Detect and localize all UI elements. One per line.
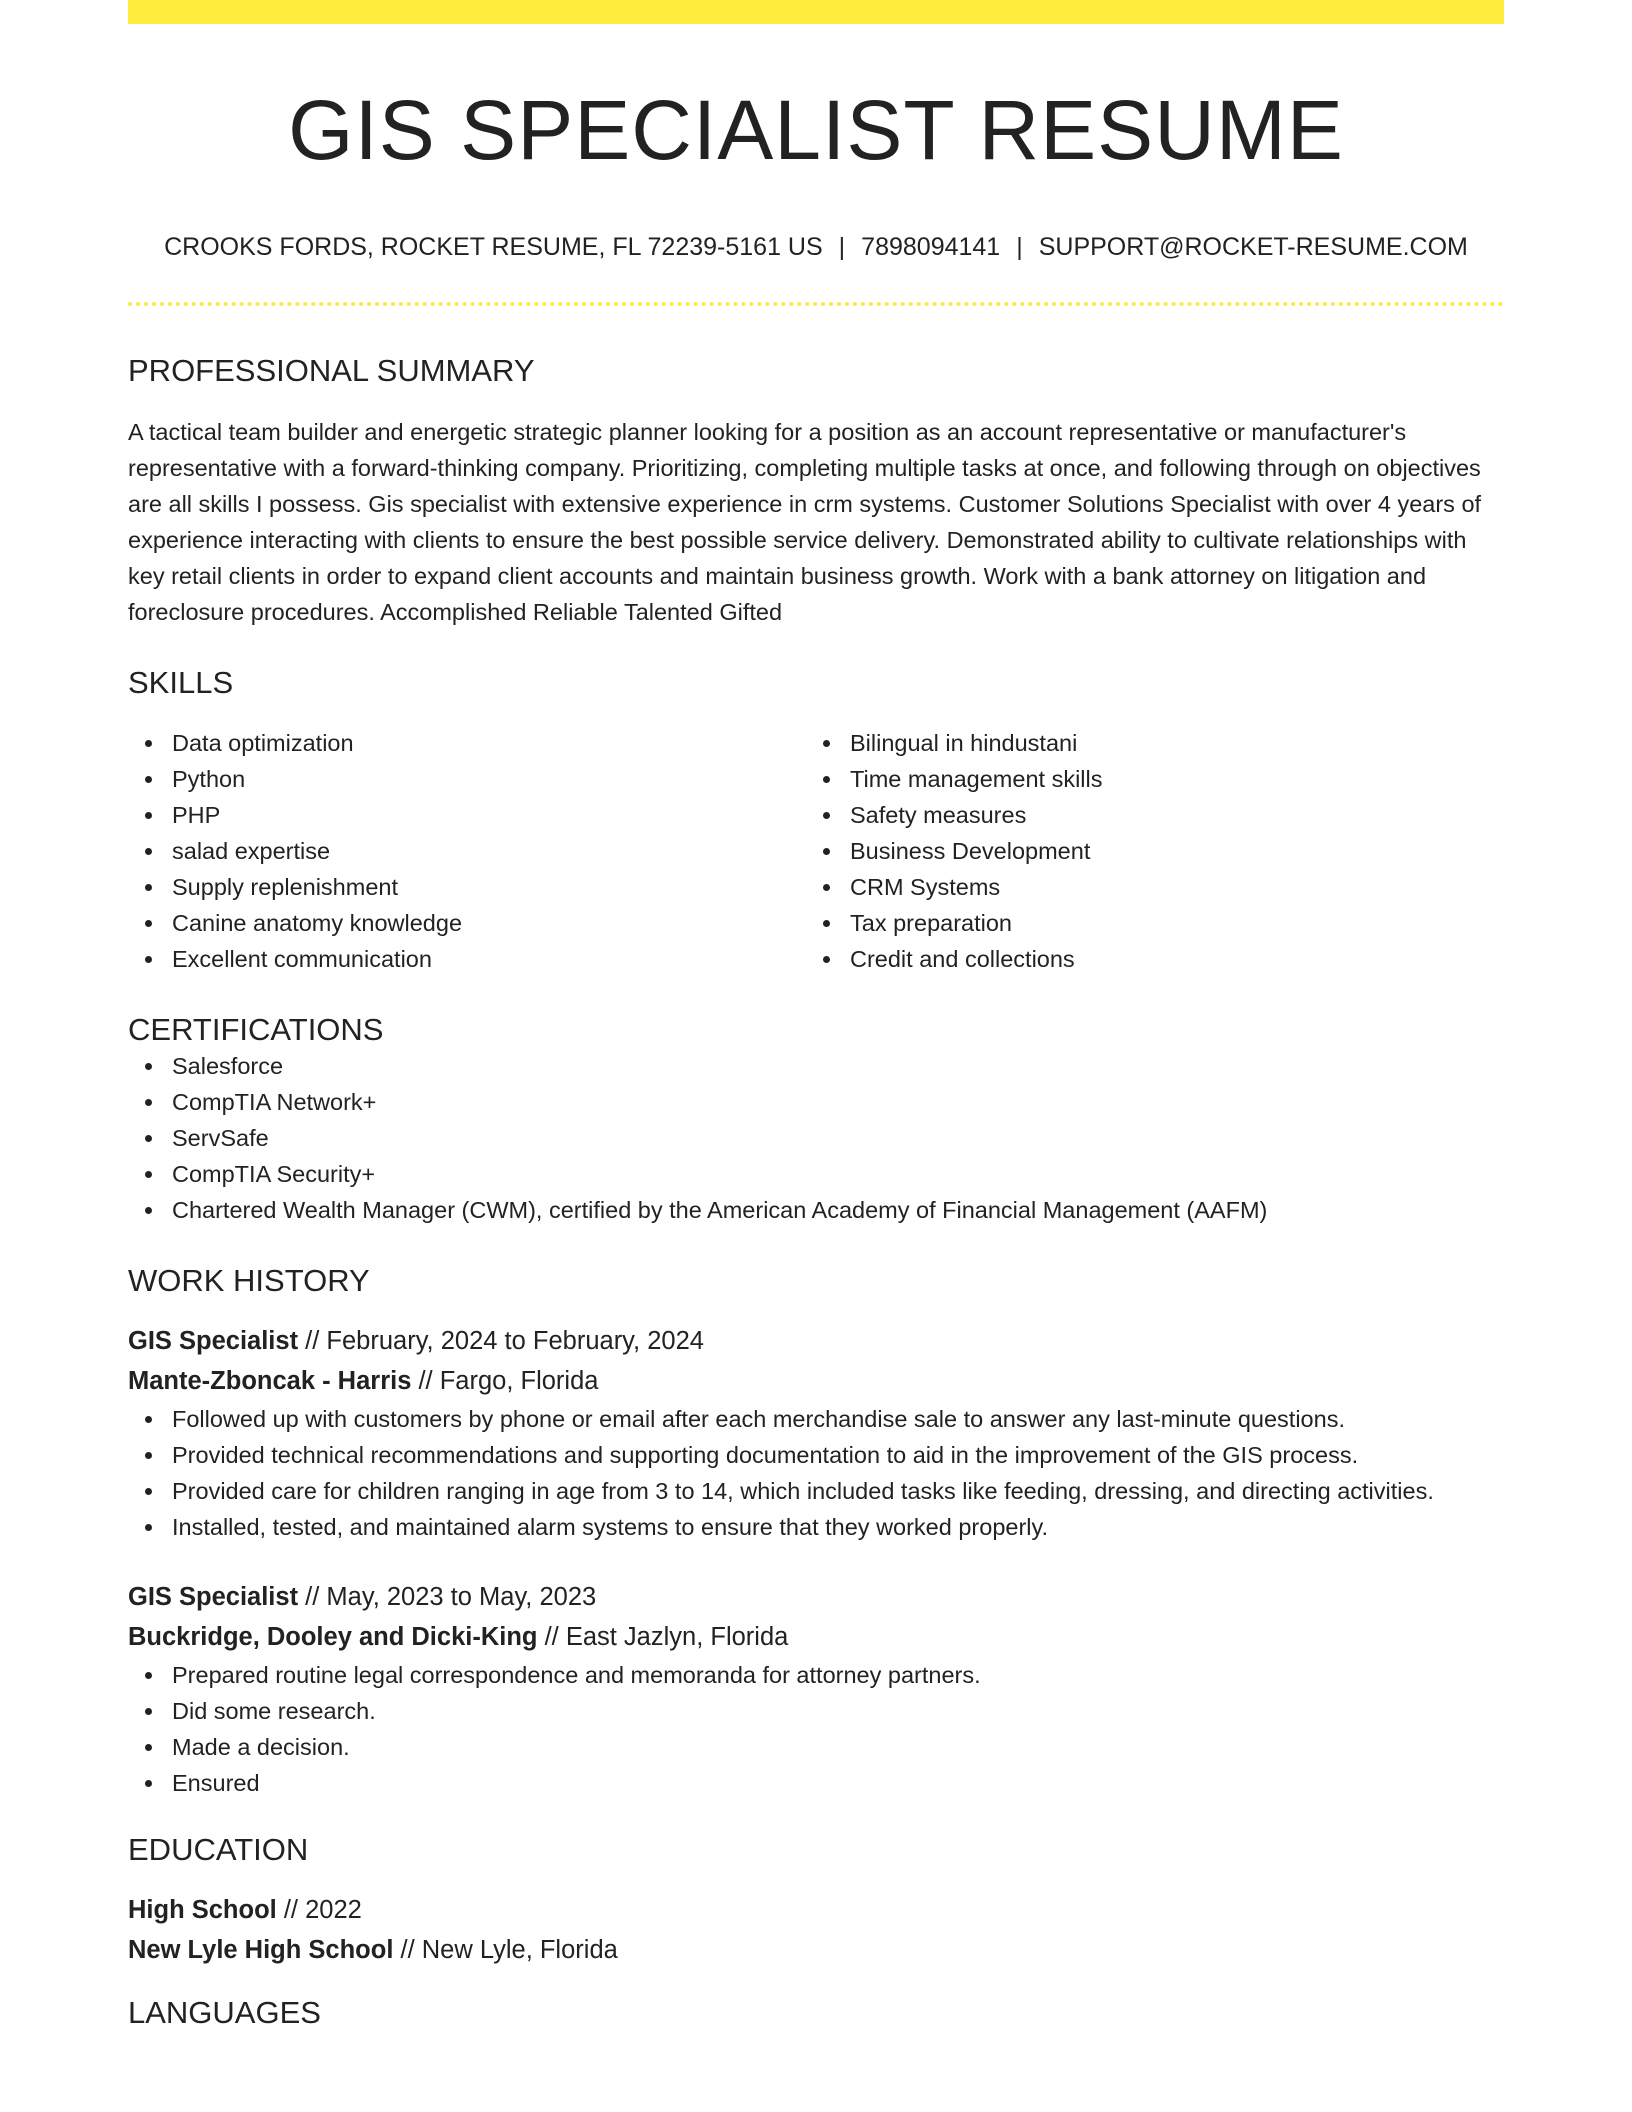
job-title-line xyxy=(128,1577,1504,1617)
skill-item: Safety measures xyxy=(806,797,1484,833)
summary-heading: PROFESSIONAL SUMMARY xyxy=(128,353,535,389)
contact-address: CROOKS FORDS, ROCKET RESUME, FL 72239-5161 US xyxy=(164,233,823,262)
education-degree: High School xyxy=(128,1896,277,1925)
skill-item: Excellent communication xyxy=(128,941,806,977)
certifications-heading: CERTIFICATIONS xyxy=(128,1011,384,1047)
job-company: Mante-Zboncak - Harris xyxy=(128,1367,412,1396)
job-company: Buckridge, Dooley and Dicki-King xyxy=(128,1623,538,1652)
job-duty-item: Followed up with customers by phone or email after each merchandise sale to answer any last-minute questions. xyxy=(128,1401,1504,1437)
skills-column-right xyxy=(806,725,1484,977)
skill-item: Data optimization xyxy=(128,725,806,761)
work-history-heading: WORK HISTORY xyxy=(128,1262,370,1298)
job-title-line xyxy=(128,1321,1504,1361)
job-dates: // May, 2023 to May, 2023 xyxy=(298,1583,597,1612)
dotted-divider xyxy=(128,302,1504,306)
job-duty-item: Prepared routine legal correspondence and memoranda for attorney partners. xyxy=(128,1657,1504,1693)
job-title: GIS Specialist xyxy=(128,1327,299,1356)
job-duty-item: Installed, tested, and maintained alarm systems to ensure that they worked properly. xyxy=(128,1509,1504,1545)
skill-item: Credit and collections xyxy=(806,941,1484,977)
education-school-line xyxy=(128,1930,1504,1970)
job-location: // Fargo, Florida xyxy=(411,1367,599,1396)
job-duty-item: Made a decision. xyxy=(128,1729,1504,1765)
job-duty-item: Did some research. xyxy=(128,1693,1504,1729)
languages-heading: LANGUAGES xyxy=(128,1995,321,2031)
job-dates: // February, 2024 to February, 2024 xyxy=(298,1327,704,1356)
top-accent-bar xyxy=(128,0,1504,24)
job-duties-list xyxy=(128,1657,1504,1801)
contact-separator: | xyxy=(1016,233,1023,262)
job-entry xyxy=(128,1321,1504,1545)
skill-item: PHP xyxy=(128,797,806,833)
job-duty-item: Ensured xyxy=(128,1765,1504,1801)
contact-separator: | xyxy=(838,233,846,262)
contact-email: SUPPORT@ROCKET-RESUME.COM xyxy=(1038,233,1468,262)
job-duty-item: Provided care for children ranging in age from 3 to 14, which included tasks like feeding, dressing, and directing activities. xyxy=(128,1473,1504,1509)
resume-page xyxy=(128,0,1504,2032)
summary-text: A tactical team builder and energetic strategic planner looking for a position as an account representative or manufacturer's representative with a forward-thinking company. Prioritizing, completing multiple tasks at once, and following through on objectives are all skills I possess. Gis specialist with extensive experience in crm systems. Customer Solutions Specialist with over 4 years of experience interacting with clients to ensure the best possible service delivery. Demonstrated ability to cultivate relationships with key retail clients in order to expand client accounts and maintain business growth. Work with a bank attorney on litigation and foreclosure procedures. Accomplished Reliable Talented Gifted xyxy=(128,418,1482,625)
certification-item: CompTIA Security+ xyxy=(128,1156,1504,1192)
contact-line xyxy=(128,232,1504,262)
job-company-line xyxy=(128,1617,1504,1657)
job-location: // East Jazlyn, Florida xyxy=(537,1623,789,1652)
job-company-line xyxy=(128,1361,1504,1401)
skill-item: Canine anatomy knowledge xyxy=(128,905,806,941)
resume-title: GIS SPECIALIST RESUME xyxy=(288,83,1344,177)
education-heading: EDUCATION xyxy=(128,1832,309,1868)
skill-item: salad expertise xyxy=(128,833,806,869)
certification-item: Chartered Wealth Manager (CWM), certified by the American Academy of Financial Management (AAFM) xyxy=(128,1192,1504,1228)
certification-item: ServSafe xyxy=(128,1120,1504,1156)
skills-heading: SKILLS xyxy=(128,664,234,700)
skill-item: Business Development xyxy=(806,833,1484,869)
education-year: // 2022 xyxy=(276,1896,362,1925)
skill-item: Bilingual in hindustani xyxy=(806,725,1484,761)
job-entry xyxy=(128,1577,1504,1801)
skill-item: Tax preparation xyxy=(806,905,1484,941)
job-title: GIS Specialist xyxy=(128,1583,299,1612)
education-school: New Lyle High School xyxy=(128,1936,394,1965)
skill-item: Supply replenishment xyxy=(128,869,806,905)
education-location: // New Lyle, Florida xyxy=(393,1936,618,1965)
certifications-list xyxy=(128,1048,1504,1228)
job-duty-item: Provided technical recommendations and supporting documentation to aid in the improvement of the GIS process. xyxy=(128,1437,1504,1473)
skill-item: Time management skills xyxy=(806,761,1484,797)
skills-grid xyxy=(128,725,1504,977)
skills-column-left xyxy=(128,725,806,977)
certification-item: CompTIA Network+ xyxy=(128,1084,1504,1120)
contact-phone: 7898094141 xyxy=(861,233,1001,262)
skill-item: Python xyxy=(128,761,806,797)
job-duties-list xyxy=(128,1401,1504,1545)
skill-item: CRM Systems xyxy=(806,869,1484,905)
certification-item: Salesforce xyxy=(128,1048,1504,1084)
education-degree-line xyxy=(128,1890,1504,1930)
